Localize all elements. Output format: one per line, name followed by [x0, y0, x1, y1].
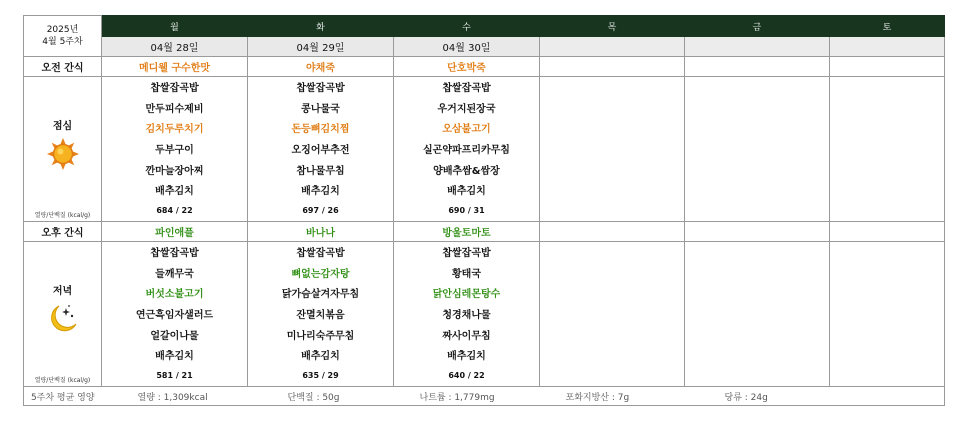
- weekday-wed: 수: [394, 16, 540, 37]
- afternoon-snack-mon: 파인애플: [102, 222, 248, 242]
- dinner-mon: [102, 242, 248, 387]
- menu-item: 잔멸치볶음: [296, 310, 345, 322]
- menu-item: 황태국: [452, 268, 481, 280]
- summary-sodium: 나트륨 : 1,779mg: [394, 387, 540, 406]
- morning-snack-label: 오전 간식: [24, 57, 102, 77]
- sun-icon: [46, 137, 80, 175]
- weekday-mon: 월: [102, 16, 248, 37]
- summary-empty: [830, 387, 945, 406]
- meal-plan-table: [23, 15, 945, 406]
- menu-item: 만두피수제비: [145, 103, 204, 115]
- morning-snack-row: [24, 57, 945, 77]
- weekday-tue: 화: [248, 16, 394, 37]
- menu-item: 깐마늘장아찌: [145, 165, 204, 177]
- morning-snack-fri: [685, 57, 830, 77]
- menu-item: 찹쌀잡곡밥: [150, 248, 199, 259]
- morning-snack-wed: 단호박죽: [394, 57, 540, 77]
- lunch-sat: [830, 77, 945, 222]
- date-tue: 04월 29일: [248, 37, 394, 57]
- afternoon-snack-row: [24, 222, 945, 242]
- afternoon-snack-wed: 방울토마토: [394, 222, 540, 242]
- menu-item: 청경채나물: [442, 310, 491, 322]
- weekday-fri: 금: [685, 16, 830, 37]
- dinner-fri: [685, 242, 830, 387]
- lunch-label-cell: [24, 77, 102, 222]
- moon-icon: [46, 302, 80, 340]
- dinner-sat: [830, 242, 945, 387]
- lunch-label: 점심: [52, 121, 73, 132]
- menu-item: 우거지된장국: [437, 103, 496, 115]
- menu-item: 찹쌀잡곡밥: [442, 248, 491, 259]
- lunch-tue: [248, 77, 394, 222]
- afternoon-snack-fri: [685, 222, 830, 242]
- date-sat: [830, 37, 945, 57]
- weekday-sat: 토: [830, 16, 945, 37]
- menu-item: 연근흑임자샐러드: [135, 310, 214, 322]
- summary-label: 5주차 평균 영양: [24, 387, 102, 406]
- kcal-protein-value: 684 / 22: [156, 206, 193, 216]
- year-label: 2025년: [46, 25, 79, 35]
- date-fri: [685, 37, 830, 57]
- menu-item: 배추김치: [447, 186, 486, 198]
- menu-item: 김치두루치기: [145, 124, 204, 136]
- week-label: 4월 5주차: [42, 37, 83, 47]
- date-row: [24, 37, 945, 57]
- menu-item: 얼갈이나물: [150, 330, 199, 342]
- menu-item: 양배추쌈&쌈장: [433, 165, 500, 177]
- date-mon: 04월 28일: [102, 37, 248, 57]
- lunch-row: [24, 77, 945, 222]
- dinner-wed: [394, 242, 540, 387]
- lunch-fri: [685, 77, 830, 222]
- summary-sugar: 당류 : 24g: [685, 387, 830, 406]
- menu-item: 오삼불고기: [442, 124, 491, 136]
- menu-item: 배추김치: [447, 351, 486, 363]
- kcal-protein-value: 640 / 22: [448, 371, 485, 381]
- summary-calories: 열량 : 1,309kcal: [102, 387, 248, 406]
- summary-protein: 단백질 : 50g: [248, 387, 394, 406]
- menu-item: 짜사이무침: [442, 330, 491, 342]
- menu-item: 오징어부추전: [291, 145, 350, 157]
- menu-item: 찹쌀잡곡밥: [442, 83, 491, 94]
- dinner-row: [24, 242, 945, 387]
- menu-item: 뼈없는감자탕: [291, 268, 350, 280]
- weekday-header-row: [24, 16, 945, 37]
- morning-snack-mon: 메디웰 구수한맛: [102, 57, 248, 77]
- kcal-protein-value: 581 / 21: [156, 371, 193, 381]
- kcal-protein-value: 635 / 29: [302, 371, 339, 381]
- kcal-protein-value: 690 / 31: [448, 206, 485, 216]
- menu-item: 닭가슴살겨자무침: [281, 289, 360, 301]
- menu-item: 들깨무국: [155, 268, 194, 280]
- date-wed: 04월 30일: [394, 37, 540, 57]
- afternoon-snack-sat: [830, 222, 945, 242]
- lunch-mon: [102, 77, 248, 222]
- menu-item: 배추김치: [155, 351, 194, 363]
- menu-item: 배추김치: [155, 186, 194, 198]
- menu-item: 미나리숙주무침: [286, 330, 355, 342]
- menu-item: 닭안심레몬탕수: [432, 289, 501, 301]
- dinner-thu: [540, 242, 685, 387]
- menu-item: 찹쌀잡곡밥: [150, 83, 199, 94]
- morning-snack-thu: [540, 57, 685, 77]
- menu-item: 두부구이: [155, 145, 194, 157]
- afternoon-snack-thu: [540, 222, 685, 242]
- week-label-cell: [24, 16, 102, 57]
- morning-snack-tue: 야채죽: [248, 57, 394, 77]
- afternoon-snack-label: 오후 간식: [24, 222, 102, 242]
- menu-item: 찹쌀잡곡밥: [296, 83, 345, 94]
- lunch-kcal-label: 열량/단백질 (kcal/g): [34, 212, 91, 219]
- afternoon-snack-tue: 바나나: [248, 222, 394, 242]
- menu-item: 돈등뼈김치찜: [291, 124, 350, 136]
- dinner-kcal-label: 열량/단백질 (kcal/g): [34, 377, 91, 384]
- menu-item: 콩나물국: [301, 103, 340, 115]
- summary-saturated-fat: 포화지방산 : 7g: [540, 387, 685, 406]
- morning-snack-sat: [830, 57, 945, 77]
- menu-item: 참나물무침: [296, 165, 345, 177]
- lunch-wed: [394, 77, 540, 222]
- lunch-thu: [540, 77, 685, 222]
- menu-item: 찹쌀잡곡밥: [296, 248, 345, 259]
- menu-item: 배추김치: [301, 186, 340, 198]
- dinner-label-cell: [24, 242, 102, 387]
- date-thu: [540, 37, 685, 57]
- meal-plan: [23, 15, 944, 406]
- dinner-tue: [248, 242, 394, 387]
- dinner-label: 저녁: [52, 286, 73, 297]
- weekly-nutrition-summary: [24, 387, 945, 406]
- menu-item: 버섯소불고기: [145, 289, 204, 301]
- kcal-protein-value: 697 / 26: [302, 206, 339, 216]
- menu-item: 실곤약파프리카무침: [423, 145, 510, 157]
- weekday-thu: 목: [540, 16, 685, 37]
- menu-item: 배추김치: [301, 351, 340, 363]
